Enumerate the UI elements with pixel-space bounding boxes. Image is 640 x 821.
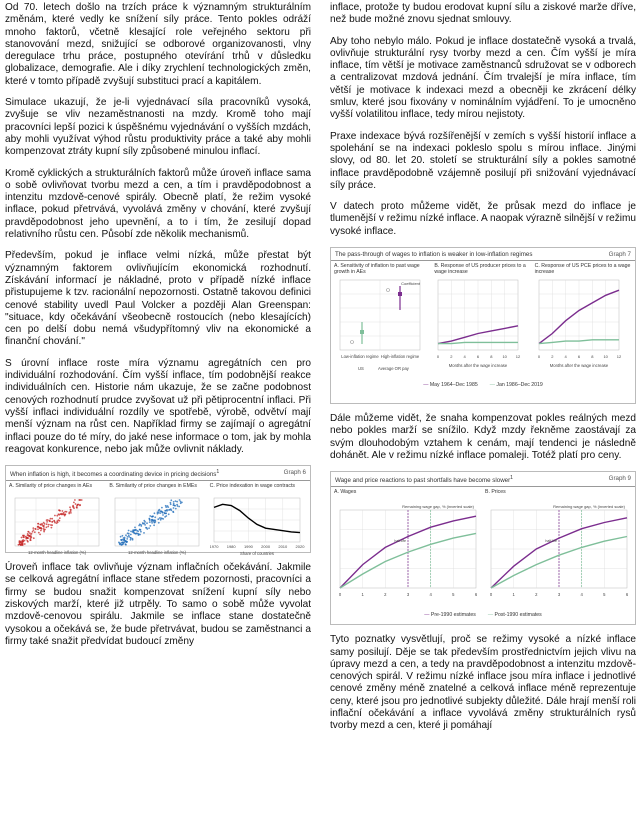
scatter-point [81,499,83,501]
scatter-point [78,499,80,501]
scatter-point [127,536,129,538]
graph-number: Graph 7 [608,251,631,259]
x-tick-label: 2010 [278,544,287,550]
scatter-point [161,507,163,509]
scatter-point [152,522,154,524]
scatter-point [173,503,175,505]
scatter-point [40,530,42,532]
scatter-point [177,504,179,506]
scatter-point [173,507,175,509]
scatter-point [145,521,147,523]
scatter-point [144,523,146,525]
scatter-point [21,537,23,539]
scatter-point [28,531,30,533]
scatter-point [139,534,141,536]
scatter-point [130,539,132,541]
scatter-point [68,512,70,514]
legend-label: US [358,366,364,372]
paragraph: Úroveň inflace tak ovlivňuje význam inflačních očekávání. Jakmile se celková agregátní inflace stane středem pozornosti, pracovníci a firmy se budou snažit kompenzovat snížení kupní síly nebo ziskových marží, které již utrpěly. To samo o sobě může vyvolat mzdově-cenovou spirálu. Jakmile se inflace stane dostatečně vysokou a očekává se, že bude přetrvávat, budou se zaměstnanci a firmy také snažit předvídat budoucí změny [5,562,311,647]
scatter-point [122,535,124,537]
scatter-point [51,518,53,520]
scatter-point [159,509,161,511]
scatter-point [149,518,151,520]
x-tick-label: 8 [490,354,493,360]
scatter-point [151,519,153,521]
scatter-point [24,543,26,545]
scatter-point [132,530,134,532]
scatter-point [138,531,140,533]
pce-price-chart [535,276,631,376]
x-tick-label: 1970 [209,544,219,550]
x-tick-label: 2 [450,354,453,360]
scatter-point [154,525,156,527]
scatter-point [127,538,129,540]
scatter-point [130,537,132,539]
halflife-label: half-life [545,539,557,544]
scatter-point [177,501,179,503]
scatter-point [170,504,172,506]
scatter-point [46,519,48,521]
scatter-point [130,534,132,536]
scatter-point [37,523,39,525]
scatter-point [32,527,34,529]
scatter-point [160,519,162,521]
scatter-point [140,531,142,533]
estimate-high [398,292,402,296]
panel-c: C. Price indexation in wage contracts 1970 1980 1990 2000 2010 2020 Share of countries [209,483,305,557]
category-label: Low-inflation regime [341,354,379,360]
paragraph: Tyto poznatky vysvětlují, proč se režimy vysoké a nízké inflace samy posilují. Děje se tak především prostřednictvím jejich vlivu na úpravy mezd a cen, a tedy na pravděpodobnost a intenzitu mzdově-cenových spirál. V režimu nízké inflace jsou míra inflace i jednotlivé cenové změny méně znatelné a celková inflace méně reprezentuje ceny, které jsou pro jednotlivé subjekty důležité. Dále hrají menší roli inflační očekávání a inflace vyvolává změny strukturálních rysů tvorby mezd a cen, které ji pomáhají [330,634,636,732]
scatter-point [175,508,177,510]
paragraph: V datech proto můžeme vidět, že průsak mezd do inflace je tlumenější v režimu nízké inflace. A naopak výrazně silnější v režimu vysoké inflace. [330,201,636,237]
right-column [330,0,636,742]
scatter-point [59,517,61,519]
graph-6: When inflation is high, it becomes a coordinating device in pricing decisions$^1$ Graph 6 A. Similarity of price changes in AEs 12-month headline inflation (%) B. Similarity of price changes in EMEs 12-month headline inflation (%) C. Price indexation in wage contracts 1970 1980 1990 2000 2010 2020 Share of countries [5,465,311,553]
scatter-point [166,515,168,517]
scatter-point [43,525,45,527]
scatter-point [37,529,39,531]
scatter-point [125,543,127,545]
panel-b: B. Response of US producer prices to a wage increase 0 2 4 6 8 10 12 Months after the wage increase [434,263,531,378]
x-tick-label: 5 [452,592,455,598]
scatter-point [165,505,167,507]
scatter-point [58,514,60,516]
scatter-point [149,527,151,529]
x-tick-label: 4 [564,354,567,360]
legend-label: Share of countries [239,551,274,557]
scatter-point [38,526,40,528]
scatter-point [155,517,157,519]
sensitivity-chart [334,276,430,376]
scatter-point [126,541,128,543]
scatter-point [118,542,120,544]
left-column [5,0,311,657]
scatter-point [179,499,181,501]
x-tick-label: 4 [580,592,583,598]
scatter-point [153,520,155,522]
scatter-point [50,518,52,520]
scatter-point [171,500,173,502]
scatter-point [149,521,151,523]
halflife-label: half-life [394,539,406,544]
panel-a: A. Sensitivity of inflation to past wage growth in AEs Low-inflation regime High-inflation regime Coefficient US Average OR pay [334,263,431,378]
panel-b: B. Similarity of price changes in EMEs 12-month headline inflation (%) [109,483,206,558]
paragraph: Praxe indexace bývá rozšířenější v zemích s vyšší historií inflace a spolehání se na indexaci pokleslo spolu s mírou inflace. Jinými slovy, od 80. let 20. století se strukturální síly a pokles samotné inflace pravděpodobně vzájemně posilují při snižování vyjednávací síly práce. [330,130,636,191]
scatter-point [180,502,182,504]
scatter-point [128,535,130,537]
scatter-point [146,522,148,524]
scatter-point [121,539,123,541]
scatter-point [43,531,45,533]
x-axis-label: 12-month headline inflation (%) [128,550,187,556]
scatter-point [155,520,157,522]
x-tick-label: 3 [557,592,561,598]
legend: — Pre-1990 estimates — Post-1990 estimates [424,612,542,619]
scatter-point [30,534,32,536]
paragraph: inflace, protože ty budou erodovat kupní sílu a ziskové marže dříve, než bude možné znovu sjednat smlouvy. [330,2,636,26]
scatter-point [150,515,152,517]
panel-a: A. Wages Remaining wage gap, % (inverted scale) 0 1 2 3 4 5 6 half-life [334,489,482,608]
scatter-point [122,542,124,544]
scatter-point [162,514,164,516]
scatter-point [19,541,21,543]
scatter-point [69,507,71,509]
x-tick-label: 4 [429,592,432,598]
graph-number: Graph 9 [608,475,631,483]
graph-number: Graph 6 [283,469,306,477]
axis-label: Remaining wage gap, % (inverted scale) [553,504,625,510]
scatter-point [163,518,165,520]
scatter-point [25,536,27,538]
scatter-point [43,528,45,530]
scatter-point [141,525,143,527]
scatter-emes [109,496,205,556]
x-tick-label: 0 [437,354,440,360]
paragraph: Od 70. letech došlo na trzích práce k významným strukturálním změnám, které vedly ke snížení síly práce. Tento pokles odráží mnoho faktorů, včetně klesající role veřejného sektoru při stanovování mezd, snižující se odborové organizovanosti, vlny deregulace trhu práce, postupného otevírání trhů v důsledku globalizace, demografie. Ale i díky zrychlení technologických změn, které v tomto případě zvyšují substituci prací a kapitálem. [5,2,311,87]
x-tick-label: 1 [512,592,515,598]
x-axis-label: 12-month headline inflation (%) [28,550,86,556]
paragraph: Především, pokud je inflace velmi nízká, může přestat být významným faktorem ovlivňujícím ekonomická rozhodnutí. Získávání informací je nákladné, proto v případě nízké inflace přistupujeme k tzv. racionální nepozornosti. Ostatně takovou definici cenové stability uvedl Paul Volcker a později Alan Greenspan: "situace, kdy očekávání všeobecně rostoucích (nebo klesajících) cen po delší dobu nemá všudypřítomný vliv na ekonomické a finanční chování." [5,250,311,348]
scatter-point [39,534,41,536]
x-tick-label: 0 [338,592,342,598]
x-tick-label: 4 [463,354,467,360]
x-tick-label: 12 [616,354,621,360]
x-tick-label: 1990 [243,544,253,550]
scatter-point [22,535,24,537]
scatter-point [41,528,43,530]
scatter-point [22,539,24,541]
scatter-point [46,527,48,529]
scatter-point [170,508,172,510]
scatter-point [40,524,42,526]
scatter-point [139,529,141,531]
x-tick-label: 2 [384,592,387,598]
scatter-point [175,500,177,502]
x-tick-label: 3 [406,592,410,598]
prices-chart [485,502,633,606]
scatter-point [44,523,46,525]
scatter-point [74,499,76,501]
scatter-point [32,531,34,533]
scatter-point [164,513,166,515]
graph-title: Wage and price reactions to past shortfalls have become slower [335,477,511,485]
scatter-point [123,539,125,541]
scatter-point [168,509,170,511]
scatter-point [132,538,134,540]
scatter-point [64,511,66,513]
panel-b: B. Prices Remaining wage gap, % (inverted scale) 0 1 2 3 4 5 6 half-life [485,489,633,608]
scatter-point [173,501,175,503]
scatter-point [159,517,161,519]
scatter-aes [9,496,105,556]
legend-label: Average OR pay [378,366,409,372]
graph-7 [330,247,636,404]
scatter-point [180,501,182,503]
scatter-point [179,506,181,508]
scatter-point [161,511,163,513]
scatter-point [70,512,72,514]
x-tick-label: 2000 [260,544,270,550]
graph-title: The pass-through of wages to inflation is weaker in low-inflation regimes [335,251,533,259]
scatter-point [33,529,35,531]
scatter-point [48,524,50,526]
scatter-point [150,525,152,527]
scatter-point [34,528,36,530]
scatter-point [149,519,151,521]
scatter-point [175,505,177,507]
x-tick-label: 12 [516,354,521,360]
x-tick-label: 10 [603,354,608,360]
scatter-point [70,509,72,511]
graph-9: Wage and price reactions to past shortfalls have become slower$^1$ Graph 9 A. Wages Remaining wage gap, % (inverted scale) 0 1 2 3 4 5 6 half-life B. Prices Remaining wage gap, % (inverted scale) 0 1 2 3 4 5 6 half-life — Pre-1990 estimates — Post-1990 estimates [330,471,636,625]
scatter-point [134,527,136,529]
scatter-point [158,512,160,514]
x-tick-label: 8 [590,354,594,360]
x-tick-label: 6 [477,354,480,360]
scatter-point [124,541,126,543]
scatter-point [73,507,75,509]
wages-chart [334,502,482,606]
scatter-point [49,520,51,522]
scatter-point [56,515,58,517]
scatter-point [34,531,36,533]
scatter-point [135,533,137,535]
category-label: High-inflation regime [380,354,420,360]
x-tick-label: 0 [489,592,493,598]
scatter-point [26,540,28,542]
scatter-point [72,505,74,507]
estimate-low [360,330,364,334]
scatter-point [154,513,156,515]
scatter-point [27,537,29,539]
paragraph: Kromě cyklických a strukturálních faktorů může úroveň inflace sama o sobě ovlivňovat tvorbu mezd a cen, a tím i pravděpodobnost a intenzitu mzdově-cenové spirály. Obecně platí, že režim vysoké inflace, pokud přetrvává, vyvolává změny v chování, které zvyšují pravděpodobnost jeho upevnění, a to i tím, že zesilují dopad relativního růstu cen. Působí zde několik mechanismů. [5,167,311,241]
scatter-point [39,527,41,529]
producer-price-chart [434,276,530,376]
legend: — May 1964–Dec 1985 — Jan 1986–Dec 2019 [423,382,543,389]
scatter-point [54,522,56,524]
paragraph: Simulace ukazují, že je-li vyjednávací síla pracovníků vysoká, zvyšuje se vliv nezaměstnanosti na mzdy. Kromě toho mají pracovníci lepší pozici k úspěšnému vyjednávání o vyšších mzdách, aby mohli využívat výhod růstu produktivity práce a také aby mohli kompenzovat ztráty kupní síly způsobené minulou inflací. [5,97,311,158]
scatter-point [51,527,53,529]
scatter-point [151,516,153,518]
x-tick-label: 6 [474,592,478,598]
paragraph: S úrovní inflace roste míra významu agregátních cen pro individuální rozhodování. Čím vyšší inflace, tím podobnější reakce individuálních cen. Historie nám ukazuje, že se začne podobnost cenových rozhodnutí prudce zvyšovat už při pětiprocentní inflaci. Při vyšší inflaci individuální rozdíly ve spotřebě, výrobě, odvětví mají menší význam na růst cen. Například firmy se zajímají o agregátní inflaci pouze do té míry, do jaké nese informace o tom, jak by mohla reagovat konkurence, nebo jak může ovlivnit náklady. [5,357,311,455]
scatter-point [64,515,66,517]
scatter-point [30,539,32,541]
x-tick-label: 1 [361,592,364,598]
scatter-point [76,505,78,507]
scatter-point [168,514,170,516]
scatter-point [128,533,130,535]
scatter-point [139,525,141,527]
axis-label: Remaining wage gap, % (inverted scale) [402,504,474,510]
scatter-point [165,510,167,512]
x-tick-label: 0 [537,354,540,360]
scatter-point [158,522,160,524]
scatter-point [128,530,130,532]
x-tick-label: 6 [625,592,629,598]
scatter-point [158,518,160,520]
scatter-point [53,520,55,522]
panel-c: C. Response of US PCE prices to a wage increase 0 2 4 6 8 10 12 Months after the wage increase [535,263,632,378]
scatter-point [46,521,48,523]
scatter-point [123,537,125,539]
scatter-point [142,522,144,524]
scatter-point [63,512,65,514]
scatter-point [173,511,175,513]
scatter-point [59,510,61,512]
scatter-point [51,521,53,523]
scatter-point [121,544,123,546]
scatter-point [167,510,169,512]
scatter-point [54,515,56,517]
scatter-point [133,532,135,534]
x-tick-label: 2 [535,592,538,598]
scatter-point [125,535,127,537]
paragraph: Aby toho nebylo málo. Pokud je inflace dostatečně vysoká a trvalá, ovlivňuje strukturální rysy tvorby mezd a cen. Čím vyšší je míra inflace, tím větší je motivace zaměstnanců sdružovat se v odborech a centralizovat mzdová jednání. Čím trvalejší je míra inflace, tím větší je motivace k indexaci mezd a obecněji ke zkrácení délky smluv, které jsou fixovány v nominálním vyjádření. To je umocněno vyšší volatilitou inflace, tedy mírou nejistoty. [330,35,636,121]
scatter-point [143,532,145,534]
scatter-point [33,537,35,539]
x-tick-label: 6 [577,354,580,360]
x-tick-label: 1980 [226,544,236,550]
x-tick-label: 2020 [295,544,305,550]
scatter-point [18,544,20,546]
scatter-point [22,544,24,546]
scatter-point [170,502,172,504]
panel-a: A. Similarity of price changes in AEs 12-month headline inflation (%) [9,483,106,558]
scatter-point [60,513,62,515]
scatter-point [120,536,122,538]
scatter-point [51,524,53,526]
scatter-point [160,512,162,514]
graph-title: When inflation is high, it becomes a coordinating device in pricing decisions [10,471,217,479]
scatter-point [59,520,61,522]
x-axis-label: Months after the wage increase [549,363,608,369]
scatter-point [38,532,40,534]
scatter-point [62,510,64,512]
paragraph: Dále můžeme vidět, že snaha kompenzovat pokles reálných mezd nebo pokles marží se snížilo. Když mzdy řekněme zaostávají za svým dlouhodobým vztahem k cenám, mají tendenci je následně dohánět. Ale v režimu nízké inflace pomaleji. Totéž platí pro ceny. [330,413,636,461]
scatter-point [28,535,30,537]
scatter-point [75,503,77,505]
x-tick-label: 2 [550,354,554,360]
scatter-point [79,505,81,507]
scatter-point [134,529,136,531]
scatter-point [56,522,58,524]
scatter-point [147,528,149,530]
x-tick-label: 10 [502,354,508,360]
scatter-point [73,502,75,504]
x-axis-label: Months after the wage increase [449,363,508,369]
scatter-point [168,506,170,508]
axis-label: Coefficient [401,281,420,287]
indexation-line-chart [210,496,306,556]
x-tick-label: 5 [603,592,606,598]
scatter-point [46,523,48,525]
scatter-point [47,526,49,528]
